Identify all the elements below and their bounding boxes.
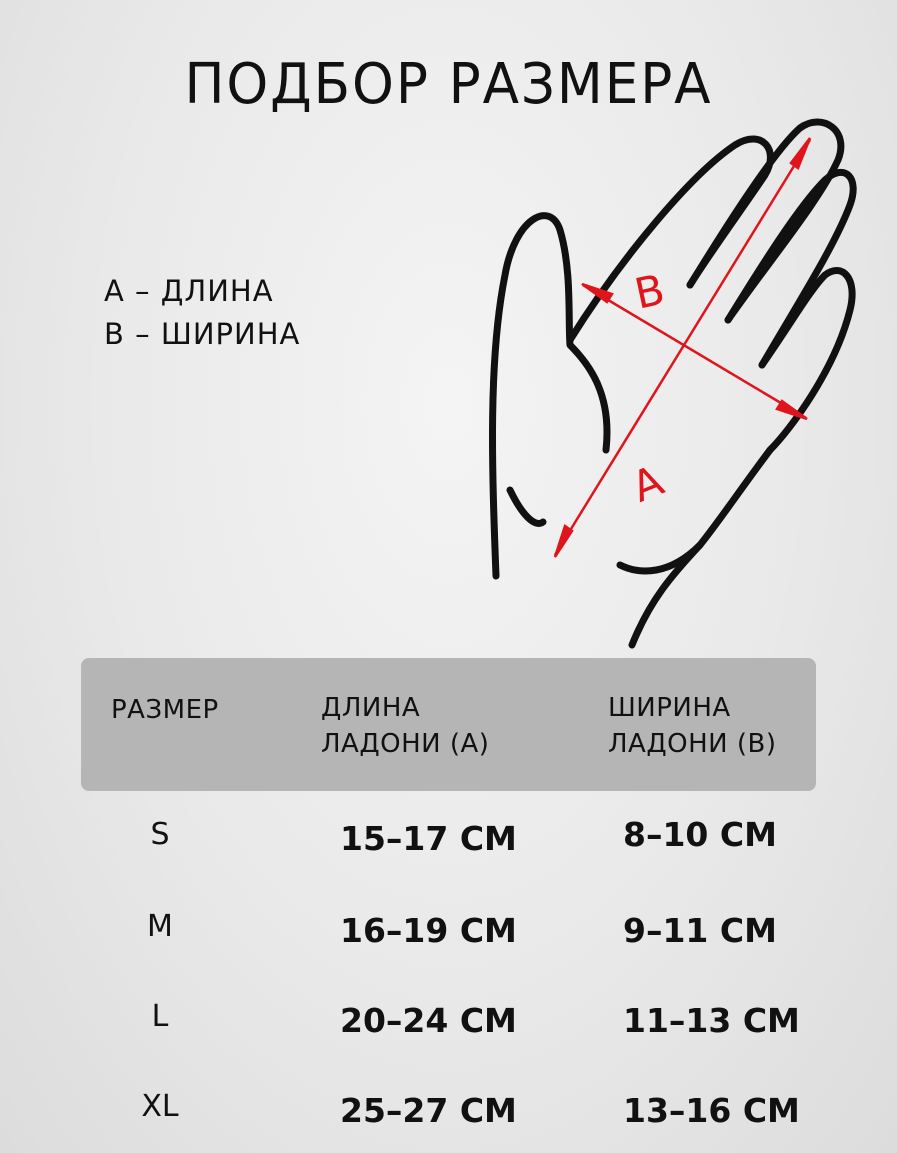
width-cell: 8–10 СМ: [623, 815, 777, 854]
page-title: ПОДБОР РАЗМЕРА: [184, 52, 713, 117]
label-b: B: [630, 264, 669, 319]
table-row: [0, 997, 897, 1057]
header-length-line2: ЛАДОНИ (А): [321, 729, 490, 759]
table-header: [81, 658, 816, 791]
size-cell: L: [151, 999, 169, 1034]
width-cell: 9–11 СМ: [623, 911, 777, 950]
size-cell: M: [147, 909, 173, 944]
hand-diagram: [470, 110, 870, 655]
header-length: [321, 690, 489, 762]
length-cell: 20–24 СМ: [340, 1001, 517, 1040]
length-arrow-head-top: [791, 138, 810, 168]
header-size: РАЗМЕР: [111, 695, 219, 725]
legend: [104, 270, 300, 356]
table-row: [0, 1087, 897, 1147]
table-row: [0, 815, 897, 875]
width-cell: 13–16 СМ: [623, 1091, 800, 1130]
legend-width: В – ШИРИНА: [104, 317, 301, 351]
header-length-line1: ДЛИНА: [321, 693, 421, 723]
header-width: [608, 690, 777, 762]
length-arrow-head-bottom: [555, 526, 572, 557]
length-cell: 16–19 СМ: [340, 911, 517, 950]
legend-length: А – ДЛИНА: [104, 274, 274, 308]
size-cell: S: [150, 817, 170, 852]
label-a: A: [625, 455, 671, 512]
header-width-line2: ЛАДОНИ (В): [608, 729, 777, 759]
table-row: [0, 907, 897, 967]
length-cell: 25–27 СМ: [340, 1091, 517, 1130]
header-width-line1: ШИРИНА: [608, 693, 731, 723]
hand-outline: [493, 122, 854, 645]
width-cell: 11–13 СМ: [623, 1001, 800, 1040]
size-cell: XL: [141, 1089, 179, 1124]
length-cell: 15–17 СМ: [340, 819, 517, 858]
